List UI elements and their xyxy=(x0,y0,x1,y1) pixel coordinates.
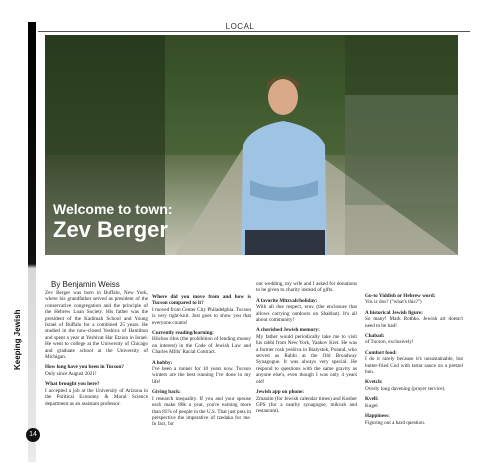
paragraph: Zmanim (for Jewish calendar times) and Kosher GPS (for a nearby synagogue, mikvah and restaurant). xyxy=(256,395,357,415)
byline: By Benjamin Weiss xyxy=(51,280,120,289)
question-heading: How long have you been in Tucson? xyxy=(45,364,124,371)
sidebar-label: Keeping Jewish xyxy=(13,309,22,370)
question-heading: Currently reading/learning: xyxy=(152,330,214,337)
question-heading: Giving back: xyxy=(152,389,181,396)
paragraph: So many! Mark Rothko. Jewish art doesn't need to be bad! xyxy=(365,316,463,329)
sidebar-bar xyxy=(28,22,36,462)
paragraph: With all due respect, eruv (the enclosure that allows carrying outdoors on Shabbat). It's all about community! xyxy=(256,304,357,324)
article-column-3 xyxy=(256,281,357,415)
article-column-1 xyxy=(45,290,148,407)
headline-name: Zev Berger xyxy=(53,217,168,242)
paragraph: Only since August 2021! xyxy=(45,370,97,377)
paragraph: Kugel xyxy=(365,402,378,409)
paragraph: Hilchos ribis (the prohibition of lending money on interest) in the Code of Jewish Law and Charles Mills' Racial Contract. xyxy=(152,336,251,356)
section-label: LOCAL xyxy=(225,22,255,31)
question-heading: What brought you here? xyxy=(45,381,100,388)
question-heading: Chabad: xyxy=(365,333,385,340)
paragraph: our wedding, my wife and I asked for donations to be given to charity instead of gifts. xyxy=(256,281,357,294)
article-column-4 xyxy=(365,289,463,426)
paragraph: Overly long davening (prayer service). xyxy=(365,385,446,392)
header-rule xyxy=(38,31,470,32)
question-heading: A hobby: xyxy=(152,359,173,366)
question-heading: Jewish app on phone: xyxy=(256,389,304,396)
paragraph: I've been a runner for 10 years now. Tucson winters are the best running I've done in my life! xyxy=(152,366,251,385)
question-heading: A favorite Mitzvah/holiday: xyxy=(256,297,318,304)
paragraph: Zev Berger was born in Buffalo, New York, where his grandfather served as president of the conservative congregation and the principle of the Hebrew Loan Society. His father was the president of the Kadimah School and Young Israel of Buffalo for a combined 25 years. He studied in the now-closed Yeshiva of Hamilton and spent a year at Yeshivat Har Etzion in Israel. He went to college at the University of Chicago and graduate school at the University of Michigan. xyxy=(45,290,148,361)
page-number: 14 xyxy=(26,428,40,442)
paragraph: I moved from Center City Philadelphia. Tucson is very tight-knit. Just goes to show you that everyone counts! xyxy=(152,306,251,326)
paragraph: I do it rarely because it's unsustainable, but butter-fried Cod with tartar sauce on a pretzel bun. xyxy=(365,356,463,376)
paragraph: Vos iz dos? ("what's this?") xyxy=(365,299,422,306)
article-column-2 xyxy=(152,290,251,428)
question-heading: Kvetch: xyxy=(365,379,383,386)
paragraph: Figuring out a hard question. xyxy=(365,419,426,426)
question-heading: Where did you move from and how is Tucson compared to it? xyxy=(152,294,251,307)
headline-welcome: Welcome to town: xyxy=(53,201,173,217)
question-heading: A historical Jewish figure: xyxy=(365,309,423,316)
paragraph: I accepted a job at the University of Arizona in the Political Economy & Moral Science department as an assistant professor. xyxy=(45,387,148,407)
question-heading: A cherished Jewish memory: xyxy=(256,327,320,334)
question-heading: Go-to Yiddish or Hebrew word: xyxy=(365,293,436,299)
question-heading: Kvell: xyxy=(365,396,379,403)
question-heading: Comfort food: xyxy=(365,349,397,356)
question-heading: Happiness: xyxy=(365,413,390,420)
paragraph: My father would periodically take me to visit his rabbi from New York, Yaakov Kret. He was a former rosh yeshiva in Bialystok, Poland, who served as Rabbi at the Old Broadway Synagogue. It was always very special. He respond to questions with the same gravity as anyone else's, even though I was only 4 years old! xyxy=(256,333,357,385)
paragraph: of Tucson, exclusively! xyxy=(365,339,414,346)
paragraph: I research inequality. If you and your spouse each make 80k a year, you're earning more than 85% of people in the U.S. That just puts in perspective the imperative of tzedaka for me. In fact, for xyxy=(152,395,251,428)
